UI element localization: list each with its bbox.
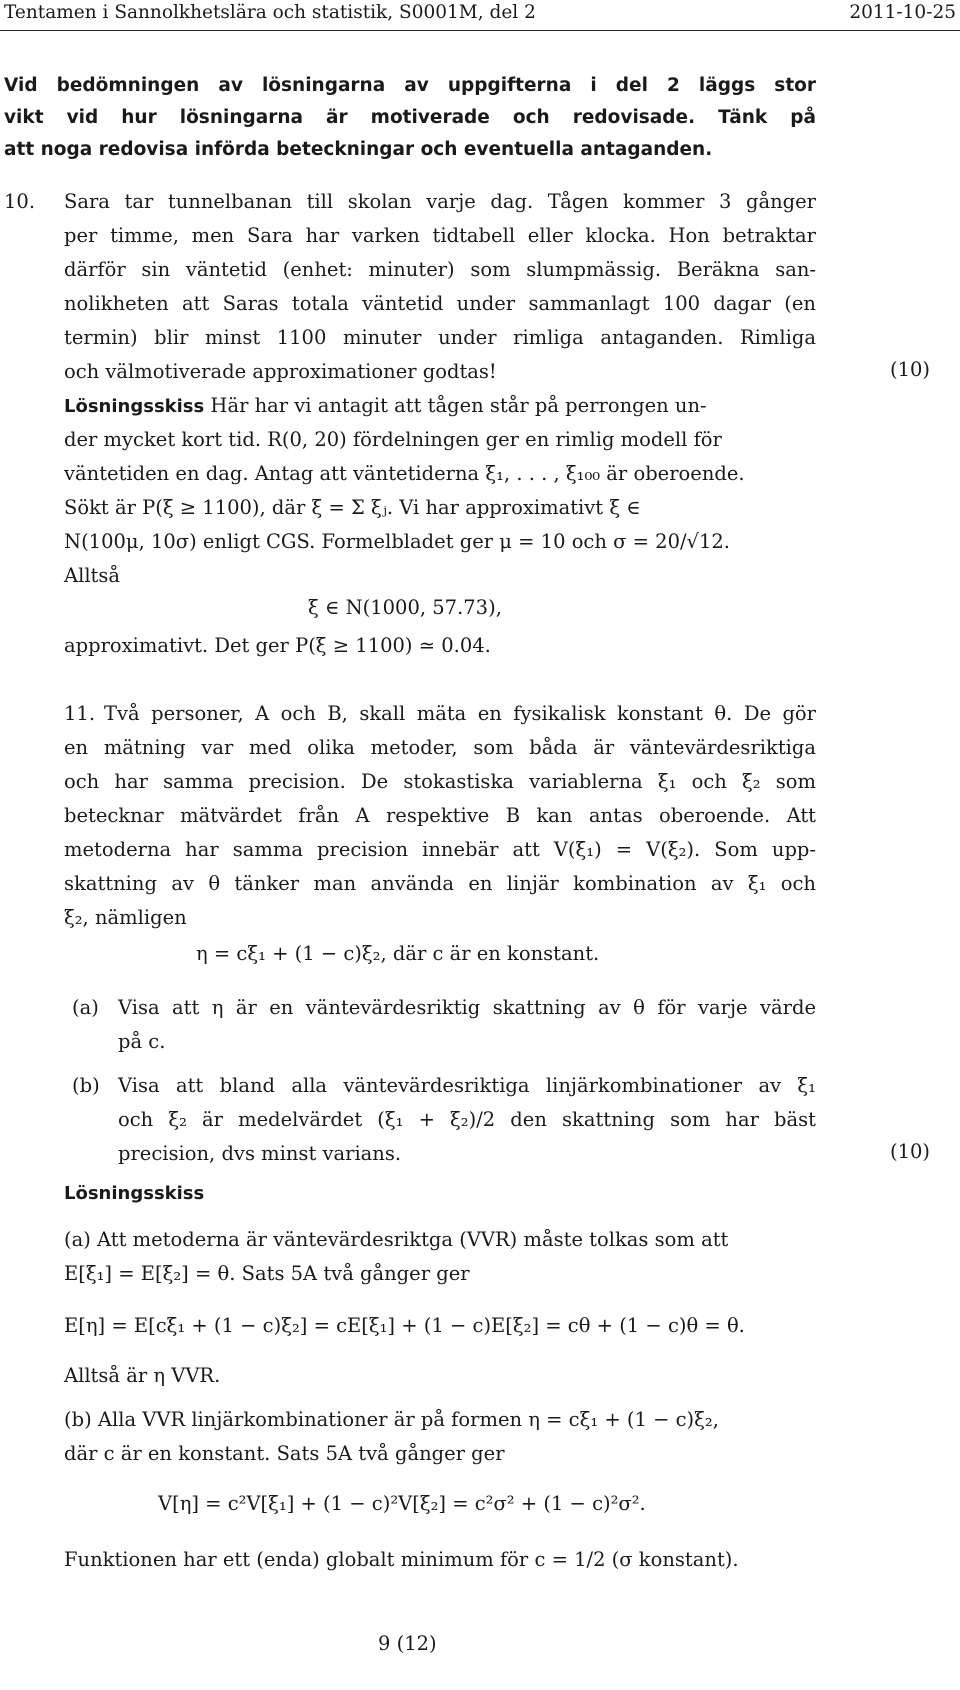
display-equation: E[η] = E[cξ₁ + (1 − c)ξ₂] = cE[ξ₁] + (1 − c)E[ξ₂] = cθ + (1 − c)θ = θ.: [64, 1314, 745, 1337]
problem-line: en mätning var med olika metoder, som båda är väntevärdesriktiga: [64, 736, 816, 759]
problem-line: och har samma precision. De stokastiska variablerna ξ₁ och ξ₂ som: [64, 770, 816, 793]
problem-number: 11.: [64, 702, 96, 725]
part-label: (b): [72, 1074, 100, 1097]
solution-label: Lösningsskiss: [64, 1183, 205, 1204]
problem-line: Sara tar tunnelbanan till skolan varje dag. Tågen kommer 3 gånger: [64, 190, 816, 213]
solution-line-1: [64, 392, 707, 421]
part-line: på c.: [118, 1030, 166, 1053]
solution-line: E[ξ₁] = E[ξ₂] = θ. Sats 5A två gånger ger: [64, 1262, 470, 1285]
solution-line: där c är en konstant. Sats 5A två gånger ger: [64, 1442, 505, 1465]
problem-line: per timme, men Sara har varken tidtabell eller klocka. Hon betraktar: [64, 224, 816, 247]
part-label: (a): [72, 996, 99, 1019]
problem-line: skattning av θ tänker man använda en linjär kombination av ξ₁ och: [64, 872, 816, 895]
part-line: Visa att η är en väntevärdesriktig skattning av θ för varje värde: [118, 996, 816, 1019]
part-line: och ξ₂ är medelvärdet (ξ₁ + ξ₂)/2 den skattning som har bäst: [118, 1108, 816, 1131]
problem-line: Två personer, A och B, skall mäta en fysikalisk konstant θ. De gör: [104, 702, 816, 725]
display-equation: η = cξ₁ + (1 − c)ξ₂, där c är en konstant.: [196, 942, 600, 965]
points-badge: (10): [889, 358, 930, 381]
solution-line: Alltså är η VVR.: [64, 1364, 221, 1387]
solution-label: Lösningsskiss: [64, 396, 205, 417]
intro-line: Vid bedömningen av lösningarna av uppgifterna i del 2 läggs stor: [4, 75, 816, 96]
header-rule: [0, 30, 960, 31]
part-line: precision, dvs minst varians.: [118, 1142, 402, 1165]
solution-line: (b) Alla VVR linjärkombinationer är på formen η = cξ₁ + (1 − c)ξ₂,: [64, 1408, 719, 1431]
solution-line: Alltså: [64, 564, 121, 587]
problem-line: betecknar mätvärdet från A respektive B kan antas oberoende. Att: [64, 804, 816, 827]
intro-line: vikt vid hur lösningarna är motiverade och redovisade. Tänk på: [4, 107, 816, 128]
problem-line: och välmotiverade approximationer godtas!: [64, 360, 497, 383]
solution-line: Funktionen har ett (enda) globalt minimum för c = 1/2 (σ konstant).: [64, 1548, 739, 1571]
page-number: 9 (12): [378, 1632, 437, 1655]
solution-line: (a) Att metoderna är väntevärdesriktga (VVR) måste tolkas som att: [64, 1228, 729, 1251]
header-left: Tentamen i Sannolkhetslära och statistik, S0001M, del 2: [4, 2, 536, 23]
intro-line: att noga redovisa införda beteckningar och eventuella antaganden.: [4, 139, 713, 160]
display-equation: V[η] = c²V[ξ₁] + (1 − c)²V[ξ₂] = c²σ² + (1 − c)²σ².: [158, 1492, 646, 1515]
points-badge: (10): [889, 1140, 930, 1163]
problem-line: metoderna har samma precision innebär att V(ξ₁) = V(ξ₂). Som upp-: [64, 838, 816, 861]
solution-line: Sökt är P(ξ ≥ 1100), där ξ = Σ ξⱼ. Vi har approximativt ξ ∈: [64, 496, 641, 519]
header-date: 2011-10-25: [849, 2, 956, 23]
problem-line: termin) blir minst 1100 minuter under rimliga antaganden. Rimliga: [64, 326, 816, 349]
problem-line: därför sin väntetid (enhet: minuter) som slumpmässig. Beräkna san-: [64, 258, 816, 281]
solution-text: Här har vi antagit att tågen står på perrongen un-: [204, 394, 707, 417]
problem-line: nolikheten att Saras totala väntetid under sammanlagt 100 dagar (en: [64, 292, 816, 315]
solution-line: väntetiden en dag. Antag att väntetiderna ξ₁, . . . , ξ₁₀₀ är oberoende.: [64, 462, 745, 485]
display-equation: ξ ∈ N(1000, 57.73),: [308, 596, 502, 619]
part-line: Visa att bland alla väntevärdesriktiga linjärkombinationer av ξ₁: [118, 1074, 816, 1097]
solution-line: der mycket kort tid. R(0, 20) fördelningen ger en rimlig modell för: [64, 428, 722, 451]
solution-line: approximativt. Det ger P(ξ ≥ 1100) ≃ 0.04.: [64, 634, 491, 657]
solution-line: N(100μ, 10σ) enligt CGS. Formelbladet ger μ = 10 och σ = 20/√12.: [64, 530, 730, 553]
problem-number: 10.: [4, 190, 36, 213]
problem-line: ξ₂, nämligen: [64, 906, 187, 929]
